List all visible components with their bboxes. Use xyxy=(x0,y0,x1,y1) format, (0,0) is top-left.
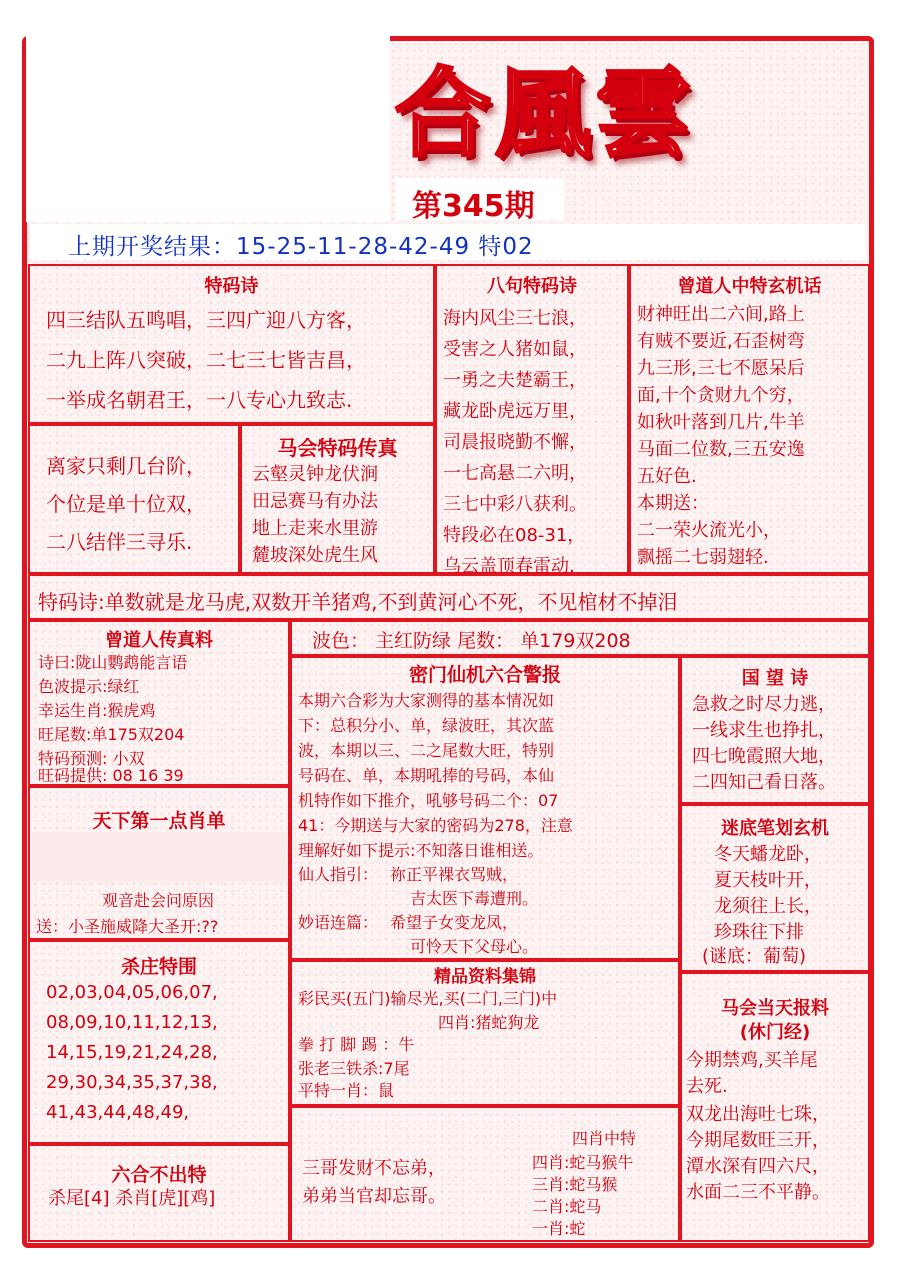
guowang-line: 一线求生也挣扎， xyxy=(692,720,836,741)
zeng-talk-line: 二一荣火流光小， xyxy=(637,520,781,541)
wonder-line: 可怜天下父母心。 xyxy=(410,937,539,956)
four-zodiac-line: 一肖:蛇 xyxy=(532,1219,586,1238)
zeng-talk-line: 如秋叶落到几片,牛羊 xyxy=(637,412,805,433)
kill-line: 41,43,44,48,49, xyxy=(46,1102,190,1123)
horse-fax-line: 云壑灵钟龙伏涧 xyxy=(252,464,378,485)
horse-report-line: 今期禁鸡,买羊尾 xyxy=(686,1050,818,1071)
poem1-line: 四三结队五鸣唱，三四广迎八方客， xyxy=(46,308,366,332)
boutique-item: 平特一肖：鼠 xyxy=(298,1081,395,1100)
zeng-fax-line: 色波提示:绿红 xyxy=(38,677,140,696)
masthead-title: 合風雲 xyxy=(395,57,695,170)
brothers-line: 三哥发财不忘弟， xyxy=(302,1158,446,1179)
last-result xyxy=(68,228,534,261)
horse-report-line: 双龙出海吐七珠， xyxy=(686,1104,830,1125)
first-zodiac-line: 送：小圣施威降大圣开:?? xyxy=(36,917,219,936)
four-zodiac-title: 四肖中特 xyxy=(572,1129,637,1148)
zeng-talk-line: 飘摇二七弱翅轻. xyxy=(637,547,769,568)
guowang-line: 急救之时尽力逃， xyxy=(692,694,836,715)
riddle-line: 夏天枝叶开， xyxy=(714,870,822,891)
zeng-fax-line: 诗曰:陇山鹦鹉能言语 xyxy=(38,653,188,672)
guowang-title: 国 望 诗 xyxy=(741,668,809,689)
eight-line-line: 海内风尘三七浪， xyxy=(443,308,587,329)
four-zodiac-line: 三肖:蛇马猴 xyxy=(532,1175,618,1194)
wonder-label: 妙语连篇： xyxy=(298,913,379,932)
last-result-value: 15-25-11-28-42-49 特02 xyxy=(236,234,534,260)
immortal-line: 吉太医下毒遭刑。 xyxy=(410,889,539,908)
riddle-title: 迷底笔划玄机 xyxy=(721,818,829,839)
kill-line: 29,30,34,35,37,38, xyxy=(46,1072,218,1093)
horse-fax-line: 麓坡深处虎生风 xyxy=(252,545,378,566)
secret-line: 机特作如下推介，吼够号码二个：07 xyxy=(298,791,559,810)
four-zodiac-line: 四肖:蛇马猴牛 xyxy=(532,1153,634,1172)
horse-fax-line: 田忌赛马有办法 xyxy=(252,491,378,512)
immortal-line: 祢正平裸衣骂贼， xyxy=(390,865,519,884)
secret-line: 下：总积分小、单，绿波旺，其次蓝 xyxy=(298,716,555,735)
boutique-item: 拳 打 脚 踢 ：牛 xyxy=(298,1035,415,1054)
kill-line: 14,15,19,21,24,28, xyxy=(46,1042,218,1063)
zeng-talk-line: 九三形,三七不愿呆后 xyxy=(637,358,805,379)
issue-number: 第345期 xyxy=(412,189,535,224)
wave-text: 波色： 主红防绿 尾数： 单179双208 xyxy=(312,630,631,652)
boutique-line: 四肖:猪蛇狗龙 xyxy=(438,1013,540,1032)
no-out-text: 杀尾[4] 杀肖[虎][鸡] xyxy=(48,1188,216,1209)
kill-title: 杀庄特围 xyxy=(120,956,197,978)
immortal-label: 仙人指引： xyxy=(298,865,379,884)
eight-line-line: 司晨报晓勤不懈， xyxy=(443,432,587,453)
poem1b-line: 离家只剩几台阶， xyxy=(46,454,206,478)
eight-line-line: 乌云盖顶春雷动. xyxy=(443,556,575,577)
zeng-fax-line: 旺尾数:单175双204 xyxy=(38,725,185,744)
zeng-talk-line: 有贼不要近,石歪树弯 xyxy=(637,331,805,352)
horse-report-line: 今期尾数旺三开， xyxy=(686,1130,830,1151)
first-zodiac-line: 观音赴会问原因 xyxy=(102,891,215,910)
zeng-fax-line: 旺码提供: 08 16 39 xyxy=(38,766,184,785)
horse-report-subtitle: (休门经) xyxy=(739,1022,811,1043)
boutique-title: 精品资料集锦 xyxy=(434,967,536,987)
poem1-title: 特码诗 xyxy=(204,276,259,297)
boutique-line: 彩民买(五门)输尽光,买(二门,三门)中 xyxy=(298,989,558,1008)
horse-report-line: 去死. xyxy=(686,1076,728,1097)
eight-line-line: 特段必在08-31， xyxy=(443,525,586,546)
horse-report-line: 水面二三不平静。 xyxy=(686,1182,830,1203)
secret-line: 波，本期以三、二之尾数大旺，特别 xyxy=(298,741,555,760)
poem1-line: 一举成名朝君王，一八专心九致志. xyxy=(46,388,353,412)
riddle-line: 冬天蟠龙卧， xyxy=(714,844,822,865)
no-out-title: 六合不出特 xyxy=(111,1164,207,1186)
horse-fax-line: 地上走来水里游 xyxy=(252,518,378,539)
horse-report-line: 潭水深有四六尺， xyxy=(686,1156,830,1177)
zeng-fax-line: 幸运生肖:猴虎鸡 xyxy=(38,701,156,720)
secret-line: 41：今期送与大家的密码为278，注意 xyxy=(298,816,573,835)
zeng-talk-line: 财神旺出二六间,路上 xyxy=(637,304,805,325)
eight-line-line: 藏龙卧虎远万里， xyxy=(443,401,587,422)
poem1-line: 二九上阵八突破，二七三七皆吉昌， xyxy=(46,348,366,372)
guowang-line: 四七晚霞照大地， xyxy=(692,746,836,767)
riddle-line: 珍珠往下排 xyxy=(714,922,804,943)
zeng-talk-line: 本期送： xyxy=(637,493,709,514)
first-zodiac-title: 天下第一点肖单 xyxy=(92,810,226,832)
poem1b-line: 二八结伴三寻乐. xyxy=(46,530,193,554)
eight-line-line: 三七中彩八获利。 xyxy=(443,494,587,515)
zeng-talk-title: 曾道人中特玄机话 xyxy=(677,276,822,297)
zeng-fax-line: 特码预测: 小双 xyxy=(38,749,145,768)
horse-fax-title: 马会特码传真 xyxy=(277,436,398,460)
secret-line: 号码在、单，本期吼捧的号码，本仙 xyxy=(298,766,555,785)
secret-line: 理解好如下提示:不知落日谁相送。 xyxy=(298,841,544,860)
eight-line-title: 八句特码诗 xyxy=(487,276,577,297)
kill-line: 08,09,10,11,12,13, xyxy=(46,1012,218,1033)
eight-line-line: 一七高悬二六明， xyxy=(443,463,587,484)
riddle-answer: (谜底：葡萄) xyxy=(702,946,807,967)
four-zodiac-line: 二肖:蛇马 xyxy=(532,1197,602,1216)
secret-line: 本期六合彩为大家测得的基本情况如 xyxy=(298,691,555,710)
blurred-logo-area xyxy=(26,34,390,222)
zeng-fax-title: 曾道人传真料 xyxy=(105,630,213,651)
kill-line: 02,03,04,05,06,07, xyxy=(46,982,218,1003)
eight-line-line: 一勇之夫楚霸王， xyxy=(443,370,587,391)
boutique-item: 张老三铁杀:7尾 xyxy=(298,1059,410,1078)
secret-title: 密门仙机六合警报 xyxy=(408,664,561,686)
riddle-line: 龙须往上长， xyxy=(714,896,822,917)
zeng-talk-line: 马面二位数,三五安逸 xyxy=(637,439,805,460)
zeng-talk-line: 五好色. xyxy=(637,466,697,487)
wonder-line: 希望子女变龙凤， xyxy=(390,913,519,932)
guowang-line: 二四知己看日落。 xyxy=(692,772,836,793)
blurred-zodiac-area xyxy=(32,832,286,882)
horse-report-title: 马会当天报料 xyxy=(721,998,829,1019)
wide-poem-text: 特码诗:单数就是龙马虎,双数开羊猪鸡,不到黄河心不死，不见棺材不掉泪 xyxy=(38,590,678,614)
last-result-label: 上期开奖结果： xyxy=(68,234,236,260)
brothers-line: 弟弟当官却忘哥。 xyxy=(302,1186,446,1207)
poem1b-line: 个位是单十位双， xyxy=(46,492,206,516)
zeng-talk-line: 面,十个贪财九个穷， xyxy=(637,385,805,406)
eight-line-line: 受害之人猪如鼠， xyxy=(443,339,587,360)
